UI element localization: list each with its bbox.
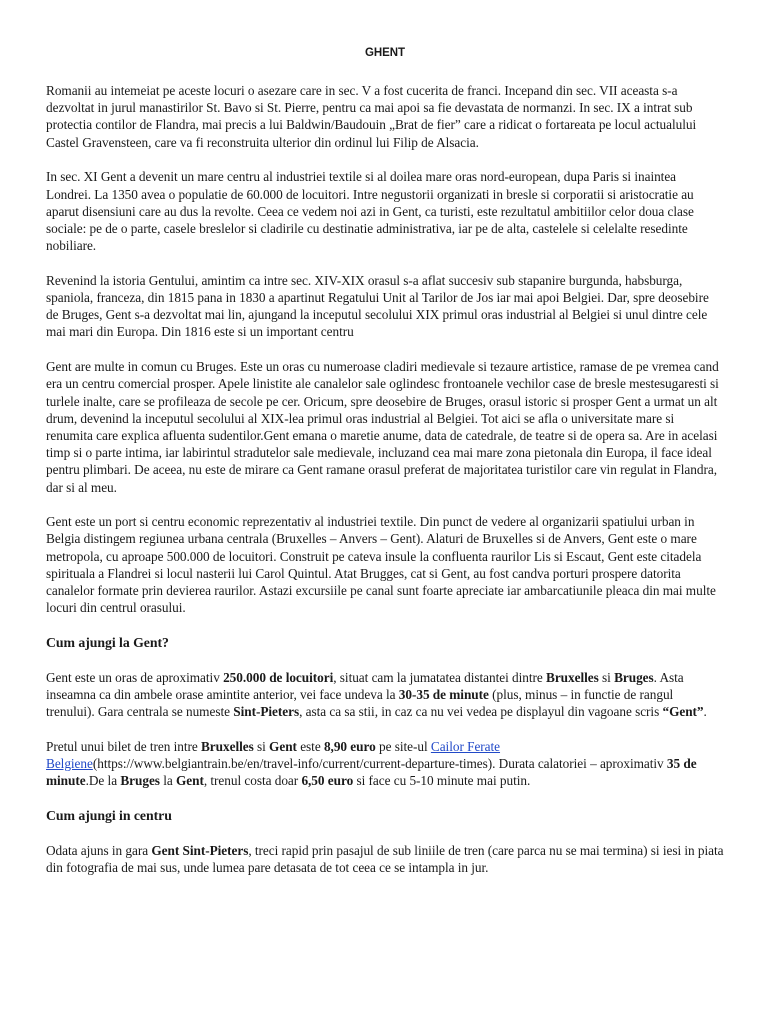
bold-population: 250.000 de locuitori <box>223 669 334 685</box>
paragraph-arrival-station <box>46 842 724 876</box>
bold-bruges: Bruges <box>614 669 654 685</box>
railway-site-link[interactable]: Cailor Ferate Belgiene <box>46 738 501 771</box>
text-run: (plus, minus – in functie de rangul trenului). Gara centrala se numeste <box>46 686 674 720</box>
text-run: , treci rapid prin pasajul de sub liniile de tren (care parca nu se mai termina) si iesi in piata din fotografia de mai sus, unde lumea pare detasata de tot ceea ce se intampla in jur. <box>46 842 724 875</box>
paragraph-location <box>46 669 724 721</box>
text-run: (https://www.belgiantrain.be/en/travel-info/current/current-departure-times). Durata calatoriei – aproximativ <box>92 756 667 771</box>
text-run: pe site-ul <box>375 738 431 754</box>
section-heading-center: Cum ajungi in centru <box>46 807 172 823</box>
bold-gent: Gent <box>269 738 297 754</box>
text-run: .De la <box>85 773 121 789</box>
text-run: Gent este un oras de aproximativ <box>46 669 224 685</box>
text-run: , situat cam la jumatatea distantei dintre <box>333 669 546 685</box>
bold-station-name: Sint-Pieters <box>233 704 300 720</box>
paragraph-ticket-price <box>46 738 724 790</box>
text-run: . Asta inseamna ca din ambele orase amintite anterior, vei face undeva la <box>46 669 684 702</box>
bold-bruxelles: Bruxelles <box>200 738 254 754</box>
bold-bruges: Bruges <box>120 773 160 789</box>
page-title: GHENT <box>364 47 405 59</box>
paragraph-later-history: Revenind la istoria Gentului, amintim ca intre sec. XIV-XIX orasul s-a aflat succesiv sub stapanire burgunda, habsburga, spaniola, franceza, din 1815 pana in 1830 a apartinut Regatului Unit al Tarilor de Jos iar mai apoi Belgiei. Dar, spre deosebire de Bruges, Gent s-a dezvoltat mai lin, ajungand la inceputul secolului XIX primul oras industrial al Belgiei si unul dintre cele mai mari din Europa. Din 1816 este si un important centru <box>46 272 709 340</box>
text-run: Pretul unui bilet de tren intre <box>46 738 201 754</box>
document-page <box>46 46 724 894</box>
text-run: , asta ca sa stii, in caz ca nu vei vedea pe displayul din vagoane scris <box>299 704 663 720</box>
paragraph-textile-industry: In sec. XI Gent a devenit un mare centru al industriei textile si al doilea mare oras nord-european, dupa Paris si inaintea Londrei. La 1350 avea o populatie de 60.000 de locuitori. Intre negustorii organizati in bresle si corporatii si aristocratie au aparut disensiuni care au dus la revolte. Ceea ce vedem noi azi in Gent, ca turisti, este rezultatul ambitiilor celor doua clase sociale: pe de o parte, casele breslelor si cladirile cu destinatie administrativa, iar pe de alta, castelele si celelalte resedinte nobiliare. <box>46 169 694 254</box>
text-run: si face cu 5-10 minute mai putin. <box>353 773 531 789</box>
text-run: Odata ajuns in gara <box>46 842 152 858</box>
bold-price-bruges: 6,50 euro <box>301 773 354 789</box>
text-run: este <box>296 738 324 754</box>
bold-price-bruxelles: 8,90 euro <box>323 738 376 754</box>
text-run: , trenul costa doar <box>203 773 302 789</box>
paragraph-comparison-bruges: Gent are multe in comun cu Bruges. Este un oras cu numeroase cladiri medievale si tezaure artistice, ramase de pe vremea cand era un centru comercial prosper. Apele linistite ale canalelor sale oglindesc frontoanele vechilor case de bresle mestesugaresti si turlele inalte, care se profileaza de secole pe cer. Oricum, spre deosebire de Bruges, orasul istoric si prosper Gent a urmat un alt drum, devenind la inceputul secolului al XIX-lea primul oras industrial al Belgiei. Tot aici se afla o universitate mare si renumita care explica afluenta sudentilor.Gent emana o maretie anume, data de catedrale, de teatre si de opera sa. Are in acelasi timp si o parte intima, iar labirintul stradutelor sale medievale, incluzand cea mai mare zona pietonala din Europa, il face ideal pentru plimbari. De aceea, nu este de mirare ca Gent ramane orasul preferat de majoritatea turistilor care vin regulat in Flandra, dar si al meu. <box>46 359 719 495</box>
bold-gent-display: “Gent” <box>662 704 704 720</box>
bold-travel-time: 30-35 de minute <box>398 686 489 702</box>
bold-gent: Gent <box>175 773 204 789</box>
text-run: si <box>253 738 270 754</box>
bold-bruxelles: Bruxelles <box>546 669 599 685</box>
text-run: . <box>703 704 707 720</box>
section-heading-how-to-get: Cum ajungi la Gent? <box>46 634 169 650</box>
text-run: si <box>598 669 615 685</box>
paragraph-history-origins: Romanii au intemeiat pe aceste locuri o asezare care in sec. V a fost cucerita de franci. Incepand din sec. VII aceasta s-a dezvoltat in jurul manastirilor St. Bavo si St. Pierre, pentru ca mai apoi sa fie devastata de normanzi. In sec. IX a intrat sub protectia contilor de Flandra, mai precis a lui Baldwin/Baudouin „Brat de fier” care a ridicat o fortareata pe locul actualului Castel Gravensteen, care va fi reconstruita ulterior din ordinul lui Filip de Alsacia. <box>46 83 697 150</box>
bold-duration: 35 de minute <box>46 756 697 789</box>
text-run: la <box>159 773 176 789</box>
bold-station: Gent Sint-Pieters <box>151 842 249 858</box>
paragraph-port-economy: Gent este un port si centru economic reprezentativ al industriei textile. Din punct de vedere al organizarii spatiului urban in Belgia distingem regiunea urbana centrala (Bruxelles – Anvers – Gent). Alaturi de Bruxelles si de Anvers, Gent este o mare metropola, cu aproape 500.000 de locuitori. Construit pe cateva insule la confluenta raurilor Lis si Escaut, Gent este citadela spirituala a Flandrei si locul nasterii lui Carol Quintul. Atat Brugges, cat si Gent, au fost candva porturi prospere datorita canalelor formate prin devierea raurilor. Astazi excursiile pe canal sunt foarte apreciate iar ambarcatiunile pleaca din mai multe locuri din centrul orasului. <box>46 514 716 616</box>
